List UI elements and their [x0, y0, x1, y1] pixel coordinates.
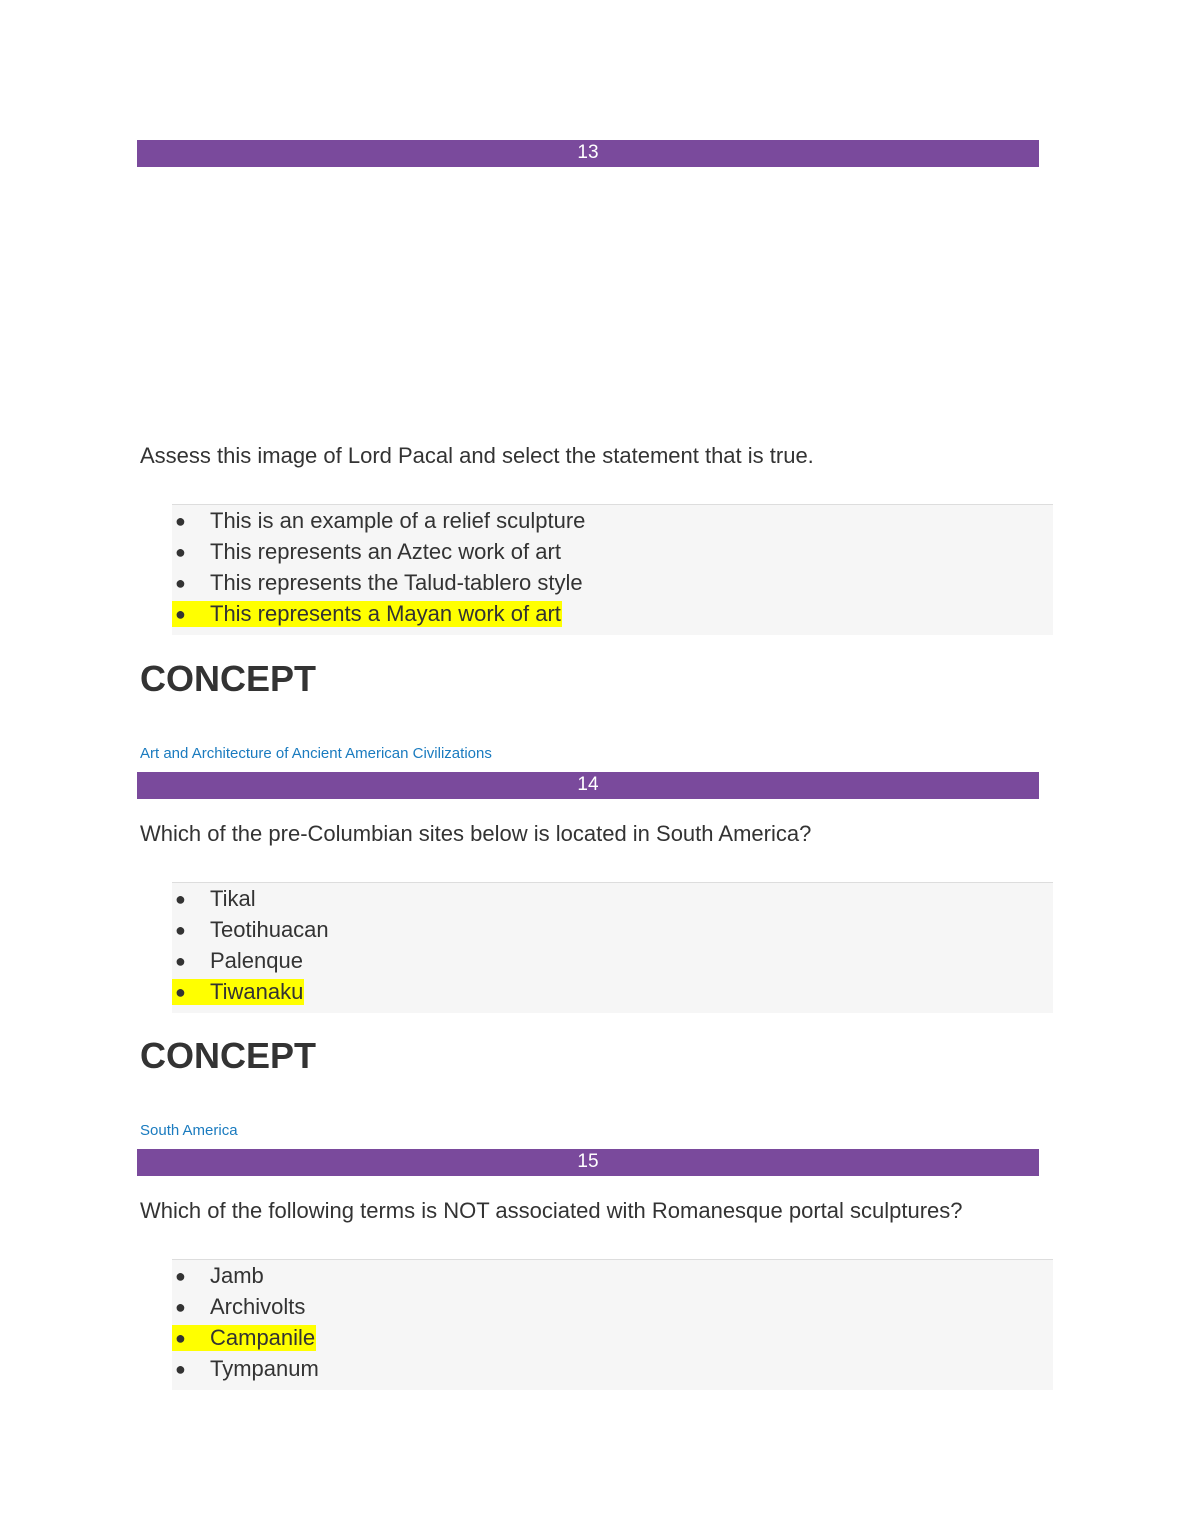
answer-option-selected[interactable]: [172, 979, 1053, 1010]
bullet-icon: ●: [175, 889, 186, 909]
answer-option[interactable]: [172, 1356, 1053, 1387]
answer-text: Archivolts: [210, 1294, 306, 1319]
question-number: 15: [577, 1151, 599, 1172]
bullet-icon: ●: [175, 951, 186, 971]
bullet-icon: ●: [175, 604, 186, 624]
answer-option[interactable]: [172, 948, 1053, 979]
question-prompt: Which of the pre-Columbian sites below is located in South America?: [140, 821, 812, 846]
bullet-icon: ●: [175, 982, 186, 1002]
question-number: 13: [577, 142, 599, 163]
concept-heading: CONCEPT: [140, 658, 317, 699]
answer-option[interactable]: [172, 539, 1053, 570]
answer-text: This represents a Mayan work of art: [210, 601, 561, 626]
answer-list: [172, 1259, 1053, 1390]
bullet-icon: ●: [175, 511, 186, 531]
answer-option[interactable]: [172, 1263, 1053, 1294]
bullet-icon: ●: [175, 1266, 186, 1286]
bullet-icon: ●: [175, 573, 186, 593]
answer-option[interactable]: [172, 508, 1053, 539]
answer-text: This represents the Talud-tablero style: [210, 570, 583, 595]
answer-text: Palenque: [210, 948, 303, 973]
answer-text: Tiwanaku: [210, 979, 304, 1004]
answer-option-selected[interactable]: [172, 601, 1053, 632]
concept-heading: CONCEPT: [140, 1035, 317, 1076]
question-number-bar: [137, 140, 1039, 167]
answer-option[interactable]: [172, 917, 1053, 948]
bullet-icon: ●: [175, 542, 186, 562]
question-number-bar: [137, 772, 1039, 799]
answer-text: Teotihuacan: [210, 917, 329, 942]
answer-text: Tympanum: [210, 1356, 319, 1381]
question-prompt: Which of the following terms is NOT associated with Romanesque portal sculptures?: [140, 1198, 963, 1223]
question-number-bar: [137, 1149, 1039, 1176]
answer-list: [172, 504, 1053, 635]
answer-text: Campanile: [210, 1325, 316, 1350]
answer-option-selected[interactable]: [172, 1325, 1053, 1356]
bullet-icon: ●: [175, 1297, 186, 1317]
answer-text: This represents an Aztec work of art: [210, 539, 561, 564]
answer-option[interactable]: [172, 886, 1053, 917]
answer-text: Tikal: [210, 886, 256, 911]
bullet-icon: ●: [175, 920, 186, 940]
answer-text: Jamb: [210, 1263, 264, 1288]
bullet-icon: ●: [175, 1328, 186, 1348]
question-number: 14: [577, 774, 599, 795]
question-prompt: Assess this image of Lord Pacal and select the statement that is true.: [140, 443, 814, 468]
answer-option[interactable]: [172, 1294, 1053, 1325]
bullet-icon: ●: [175, 1359, 186, 1379]
answer-text: This is an example of a relief sculpture: [210, 508, 586, 533]
concept-link[interactable]: Art and Architecture of Ancient American Civilizations: [140, 745, 492, 762]
answer-list: [172, 882, 1053, 1013]
answer-option[interactable]: [172, 570, 1053, 601]
concept-link[interactable]: South America: [140, 1122, 238, 1139]
